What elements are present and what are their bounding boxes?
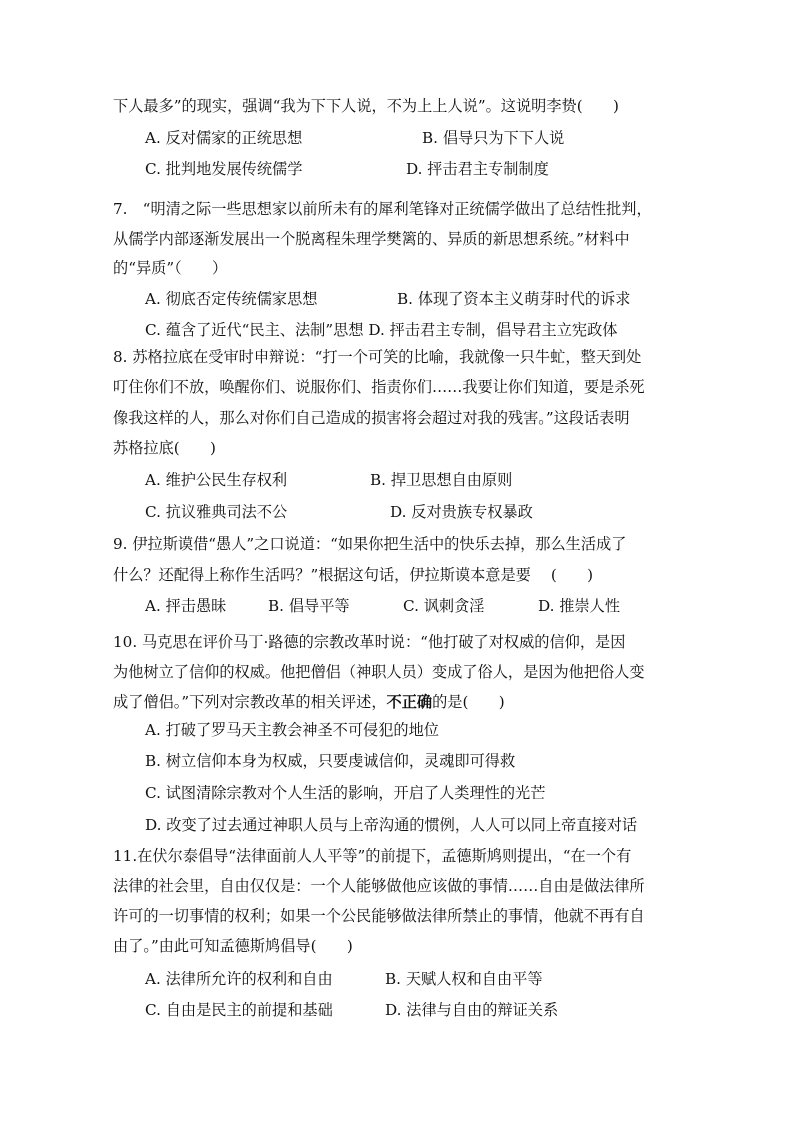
q9-option-b[interactable]: B. 倡导平等: [268, 597, 350, 615]
q7-option-b[interactable]: B. 体现了资本主义萌芽时代的诉求: [397, 290, 631, 308]
q10-stem-line-2: 为他树立了信仰的权威。他把僧侣（神职人员）变成了俗人，是因为他把俗人变: [113, 663, 645, 681]
q10-emphasis-not-correct: 不正确: [386, 693, 433, 711]
q8-stem-line-1: 8. 苏格拉底在受审时申辩说：“打一个可笑的比喻，我就像一只牛虻，整天到处: [113, 348, 642, 366]
q6-option-d[interactable]: D. 抨击君主专制制度: [406, 160, 549, 178]
q8-stem-line-2: 叮住你们不放，唤醒你们、说服你们、指责你们……我要让你们知道，要是杀死: [113, 378, 645, 396]
q8-stem-line-4: 苏格拉底( ): [113, 439, 216, 457]
q6-option-b[interactable]: B. 倡导只为下下人说: [422, 129, 565, 147]
q7-stem-line-2: 从儒学内部逐渐发展出一个脱离程朱理学樊篱的、异质的新思想系统。”材料中: [113, 230, 630, 248]
q11-stem-line-4: 由了。”由此可知孟德斯鸠倡导( ): [113, 937, 353, 955]
q11-stem-line-3: 许可的一切事情的权利；如果一个公民能够做法律所禁止的事情，他就不再有自: [113, 907, 645, 925]
q8-option-b[interactable]: B. 捍卫思想自由原则: [370, 471, 513, 489]
q9-stem-line-1: 9. 伊拉斯谟借“愚人”之口说道：“如果你把生活中的快乐去掉，那么生活成了: [113, 535, 627, 553]
q10-stem-line-1: 10. 马克思在评价马丁·路德的宗教改革时说：“他打破了对权威的信仰，是因: [113, 633, 626, 651]
q8-option-c[interactable]: C. 抗议雅典司法不公: [145, 503, 288, 521]
q9-stem-line-2: 什么？还配得上称作生活吗？”根据这句话，伊拉斯谟本意是要 ( ): [113, 566, 594, 584]
q9-option-c[interactable]: C. 讽刺贪淫: [403, 597, 485, 615]
q9-option-a[interactable]: A. 抨击愚昧: [145, 597, 227, 615]
q7-option-a[interactable]: A. 彻底否定传统儒家思想: [145, 290, 318, 308]
q11-option-b[interactable]: B. 天赋人权和自由平等: [385, 970, 543, 988]
q11-option-a[interactable]: A. 法律所允许的权利和自由: [145, 970, 333, 988]
q10-stem-line-3: [113, 692, 703, 712]
q11-option-c[interactable]: C. 自由是民主的前提和基础: [145, 1001, 333, 1019]
q7-stem-line-3: 的“异质”（ ）: [113, 259, 228, 277]
q10-option-a[interactable]: A. 打破了罗马天主教会神圣不可侵犯的地位: [145, 721, 439, 739]
q11-option-d[interactable]: D. 法律与自由的辩证关系: [385, 1001, 559, 1019]
q10-option-b[interactable]: B. 树立信仰本身为权威，只要虔诚信仰，灵魂即可得救: [145, 752, 516, 770]
q10-option-c[interactable]: C. 试图清除宗教对个人生活的影响，开启了人类理性的光芒: [145, 784, 546, 802]
q7-stem-line-1: 7. “明清之际一些思想家以前所未有的犀利笔锋对正统儒学做出了总结性批判，: [113, 200, 652, 218]
q11-stem-line-1: 11.在伏尔泰倡导“法律面前人人平等”的前提下，孟德斯鸠则提出，“在一个有: [113, 847, 632, 865]
q9-option-d[interactable]: D. 推崇人性: [538, 597, 621, 615]
q6-stem-line: 下人最多”的现实，强调“我为下下人说，不为上上人说”。这说明李贽( ): [113, 97, 619, 115]
q6-option-c[interactable]: C. 批判地发展传统儒学: [145, 160, 303, 178]
q8-stem-line-3: 像我这样的人，那么对你们自己造成的损害将会超过对我的残害。”这段话表明: [113, 409, 630, 427]
q8-option-d[interactable]: D. 反对贵族专权暴政: [390, 503, 533, 521]
q10-option-d[interactable]: D. 改变了过去通过神职人员与上帝沟通的惯例，人人可以同上帝直接对话: [145, 816, 638, 834]
q10-stem-text: 成了僧侣。”下列对宗教改革的相关评述，: [113, 693, 387, 711]
q11-stem-line-2: 法律的社会里，自由仅仅是：一个人能够做他应该做的事情……自由是做法律所: [113, 877, 645, 895]
q6-option-a[interactable]: A. 反对儒家的正统思想: [145, 129, 303, 147]
q10-stem-tail: 的是( ): [432, 693, 505, 711]
q8-option-a[interactable]: A. 维护公民生存权利: [145, 471, 288, 489]
q7-options-row-2[interactable]: C. 蕴含了近代“民主、法制”思想 D. 抨击君主专制，倡导君主立宪政体: [145, 321, 618, 339]
